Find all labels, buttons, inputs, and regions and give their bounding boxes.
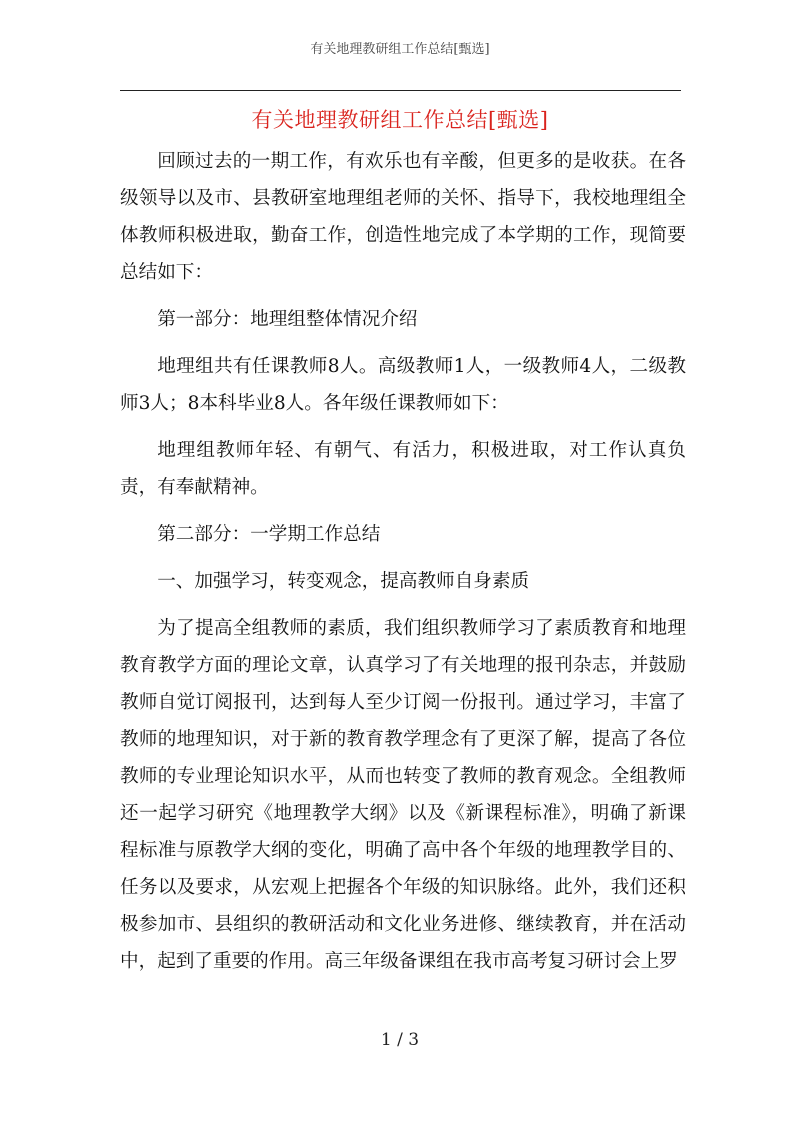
subheading-learning: 一、加强学习，转变观念，提高教师自身素质: [157, 571, 530, 592]
document-title: 有关地理教研组工作总结[甄选]: [251, 108, 549, 132]
paragraph-intro: 回顾过去的一期工作，有欢乐也有辛酸，但更多的是收获。在各级领导以及市、县教研室地理组老师的关怀、指导下，我校地理组全体教师积极进取，勤奋工作，创造性地完成了本学期的工作，现简要总结如下：: [120, 151, 686, 283]
section-heading-part-one: 第一部分：地理组整体情况介绍: [157, 309, 418, 330]
header-divider: [120, 90, 681, 91]
paragraph-learning: 为了提高全组教师的素质，我们组织教师学习了素质教育和地理教育教学方面的理论文章，认真学习了有关地理的报刊杂志，并鼓励教师自觉订阅报刊，达到每人至少订阅一份报刊。通过学习，丰富了教师的地理知识，对于新的教育教学理念有了更深了解，提高了各位教师的专业理论知识水平，从而也转变了教师的教育观念。全组教师还一起学习研究《地理教学大纲》以及《新课程标准》，明确了新课程标准与原教学大纲的变化，明确了高中各个年级的地理教学目的、任务以及要求，从宏观上把握各个年级的知识脉络。此外，我们还积极参加市、县组织的教研活动和文化业务进修、继续教育，并在活动中，起到了重要的作用。高三年级备课组在我市高考复习研讨会上罗: [120, 618, 686, 972]
paragraph-staff: 地理组共有任课教师8人。高级教师1人，一级教师4人，二级教师3人；8本科毕业8人。各年级任课教师如下：: [120, 356, 686, 414]
document-body: [120, 143, 686, 990]
paragraph-team-traits: 地理组教师年轻、有朝气、有活力，积极进取，对工作认真负责，有奉献精神。: [120, 440, 686, 498]
section-heading-part-two: 第二部分：一学期工作总结: [157, 524, 381, 545]
running-header: 有关地理教研组工作总结[甄选]: [310, 42, 490, 57]
page-indicator: 1 / 3: [380, 1030, 420, 1050]
